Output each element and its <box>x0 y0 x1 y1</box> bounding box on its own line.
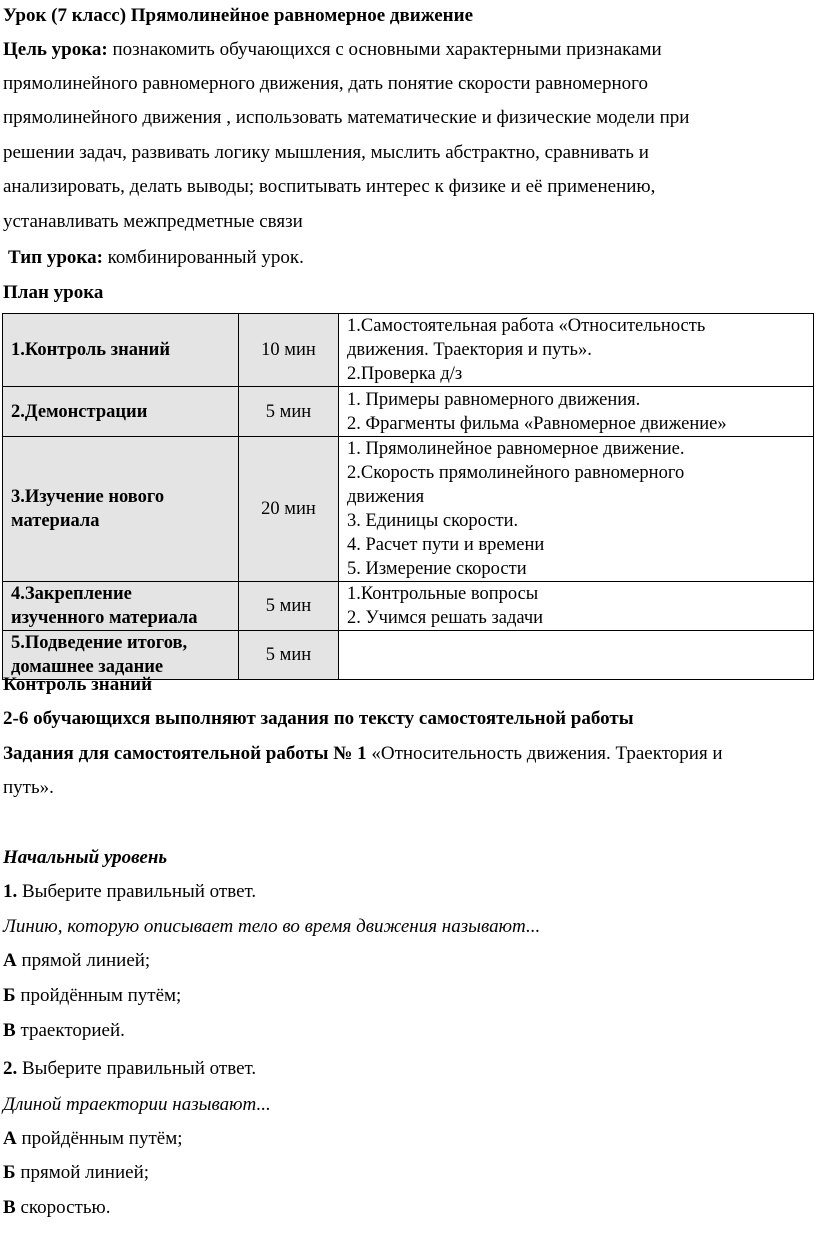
goal-label: Цель урока: <box>3 39 108 60</box>
content-text: 2.Скорость прямолинейного равномерного <box>347 463 685 483</box>
stage-cell <box>3 582 239 631</box>
option-text: траекторией. <box>20 1020 125 1041</box>
lesson-title: Урок (7 класс) Прямолинейное равномерное движение <box>3 5 473 26</box>
content-text: движения. Траектория и путь». <box>347 340 592 360</box>
option-letter: Б <box>3 1162 16 1183</box>
question-instruction: Выберите правильный ответ. <box>22 881 257 902</box>
stage-text: изученного материала <box>11 608 198 628</box>
stage-cell <box>3 437 239 582</box>
content-text: движения <box>347 487 425 507</box>
content-text: 5. Измерение скорости <box>347 559 527 579</box>
question-1-prompt: Линию, которую описывает тело во время движения называют... <box>3 916 541 937</box>
goal-line-3: прямолинейного движения , использовать математические и физические модели при <box>3 107 690 128</box>
goal-line-4: решении задач, развивать логику мышления, мыслить абстрактно, сравнивать и <box>3 142 649 163</box>
option-text: скоростью. <box>20 1197 111 1218</box>
stage-text: 4.Закрепление <box>11 584 132 604</box>
content-text: 2.Проверка д/з <box>347 364 463 384</box>
task-title: «Относительность движения. Траектория и <box>371 743 723 764</box>
content-text: 3. Единицы скорости. <box>347 511 519 531</box>
option-letter: Б <box>3 985 16 1006</box>
time-cell: 5 мин <box>239 631 339 680</box>
question-1-instruction <box>3 880 256 904</box>
content-cell <box>339 387 814 437</box>
stage-text: материала <box>11 511 100 531</box>
stage-cell <box>3 314 239 387</box>
control-heading: Контроль знаний <box>3 674 153 695</box>
goal-line-5: анализировать, делать выводы; воспитывать интерес к физике и её применению, <box>3 176 656 197</box>
option-text: прямой линией; <box>20 1162 150 1183</box>
answer-option <box>3 1196 110 1220</box>
question-instruction: Выберите правильный ответ. <box>22 1058 257 1079</box>
task-line <box>3 742 723 766</box>
stage-text: 1.Контроль знаний <box>11 340 170 360</box>
lesson-type <box>8 246 304 270</box>
option-letter: А <box>3 950 17 971</box>
content-text: 2. Учимся решать задачи <box>347 608 544 628</box>
task-label: Задания для самостоятельной работы № 1 <box>3 743 367 764</box>
level-heading: Начальный уровень <box>3 847 168 868</box>
option-letter: В <box>3 1197 16 1218</box>
question-number: 1. <box>3 881 18 902</box>
goal-line-1 <box>3 38 662 62</box>
content-cell <box>339 437 814 582</box>
content-text: 2. Фрагменты фильма «Равномерное движение» <box>347 413 727 434</box>
answer-option <box>3 949 150 973</box>
type-value: комбинированный урок. <box>107 247 304 268</box>
answer-option <box>3 1019 125 1043</box>
task-title-end: путь». <box>3 777 54 798</box>
type-label: Тип урока: <box>8 247 103 268</box>
table-row <box>3 437 814 582</box>
table-row <box>3 314 814 387</box>
option-letter: А <box>3 1128 17 1149</box>
option-text: пройдённым путём; <box>21 1128 183 1149</box>
time-cell: 20 мин <box>239 437 339 582</box>
stage-cell <box>3 387 239 437</box>
question-number: 2. <box>3 1058 18 1079</box>
option-text: прямой линией; <box>21 950 151 971</box>
question-2-prompt: Длиной траектории называют... <box>3 1094 271 1115</box>
table-row <box>3 582 814 631</box>
stage-text: 5.Подведение итогов, <box>11 633 188 653</box>
plan-heading: План урока <box>3 282 104 303</box>
answer-option <box>3 1161 149 1185</box>
content-cell <box>339 631 814 680</box>
students-line: 2-6 обучающихся выполняют задания по тексту самостоятельной работы <box>3 708 634 729</box>
content-text: 1. Прямолинейное равномерное движение. <box>347 439 685 459</box>
stage-text: 3.Изучение нового <box>11 487 165 507</box>
option-text: пройдённым путём; <box>20 985 182 1006</box>
goal-line-2: прямолинейного равномерного движения, дать понятие скорости равномерного <box>3 73 648 94</box>
time-cell: 10 мин <box>239 314 339 387</box>
content-text: 4. Расчет пути и времени <box>347 535 545 555</box>
question-2-instruction <box>3 1057 256 1081</box>
content-text: 1.Контрольные вопросы <box>347 584 539 604</box>
goal-text-1: познакомить обучающихся с основными характерными признаками <box>112 39 662 60</box>
answer-option <box>3 1127 183 1151</box>
content-text: 1.Самостоятельная работа «Относительность <box>347 316 706 336</box>
table-row <box>3 387 814 437</box>
stage-text: домашнее задание <box>11 657 164 677</box>
content-text: 1. Примеры равномерного движения. <box>347 389 641 410</box>
answer-option <box>3 984 181 1008</box>
time-cell: 5 мин <box>239 387 339 437</box>
option-letter: В <box>3 1020 16 1041</box>
content-cell <box>339 314 814 387</box>
stage-text: 2.Демонстрации <box>11 401 148 422</box>
time-cell: 5 мин <box>239 582 339 631</box>
goal-line-6: устанавливать межпредметные связи <box>3 211 303 232</box>
lesson-plan-table <box>2 313 814 680</box>
content-cell <box>339 582 814 631</box>
